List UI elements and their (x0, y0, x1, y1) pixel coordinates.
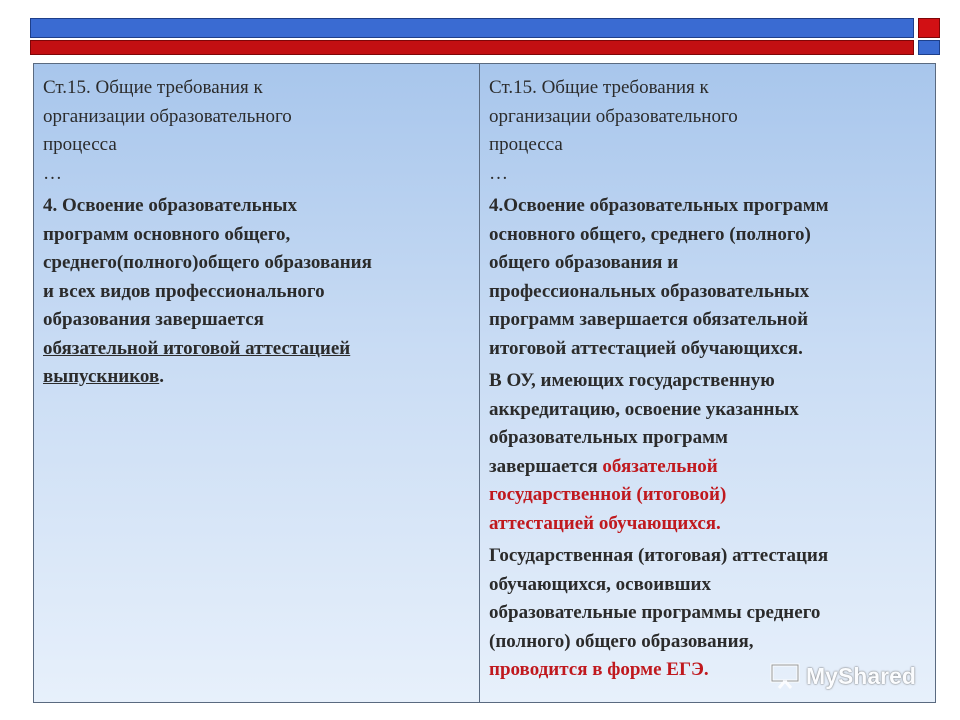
right-highlight-text: обязательной (602, 455, 718, 477)
right-text-line: 4.Освоение образовательных программ (489, 195, 829, 216)
right-paragraph-1 (489, 192, 925, 363)
right-text-line: В ОУ, имеющих государственную (489, 370, 775, 391)
right-highlight-line: аттестацией обучающихся. (489, 512, 721, 534)
right-column (480, 64, 935, 702)
right-text-line: основного общего, среднего (полного) (489, 223, 811, 245)
right-title (489, 74, 925, 160)
right-title-line: процесса (489, 134, 563, 155)
left-text-line: и всех видов профессионального (43, 280, 325, 302)
right-text-span: завершается (489, 455, 603, 477)
right-text-line: программ завершается обязательной (489, 309, 809, 330)
right-text-line: Государственная (итоговая) аттестация (489, 545, 829, 566)
left-text-line: 4. Освоение образовательных (43, 195, 297, 216)
left-text-line: образования завершается (43, 309, 264, 330)
right-highlight-line: проводится в форме ЕГЭ. (489, 659, 709, 680)
left-title (43, 74, 469, 160)
header-bar-red (30, 40, 914, 55)
right-text-line: профессиональных образовательных (489, 280, 810, 302)
right-title-line: организации образовательного (489, 105, 738, 127)
right-text-line: аккредитацию, освоение указанных (489, 398, 799, 420)
left-underlined-word: выпускников (43, 366, 160, 387)
watermark (770, 660, 916, 692)
header-square-red (918, 18, 940, 38)
left-underlined-line: обязательной итоговой аттестацией (43, 337, 351, 359)
right-text-line (489, 453, 925, 482)
comparison-table (33, 63, 936, 703)
header-bar-blue (30, 18, 914, 38)
right-text-line: (полного) общего образования, (489, 630, 754, 652)
left-ellipsis: … (43, 162, 62, 184)
right-text-line: обучающихся, освоивших (489, 573, 711, 595)
right-highlight-line: государственной (итоговой) (489, 484, 727, 505)
left-title-line: Ст.15. Общие требования к (43, 77, 263, 98)
right-title-line: Ст.15. Общие требования к (489, 77, 709, 98)
left-text-line: среднего(полного)общего образования (43, 252, 372, 273)
left-text-line (43, 363, 469, 392)
watermark-text: MyShared (806, 662, 916, 689)
left-text-line: программ основного общего, (43, 223, 291, 245)
header-square-blue (918, 40, 940, 55)
left-paragraph (43, 192, 469, 392)
left-period: . (159, 366, 164, 387)
right-text-line: образовательных программ (489, 427, 728, 448)
right-paragraph-2 (489, 367, 925, 538)
left-column (34, 64, 480, 702)
left-title-line: процесса (43, 134, 117, 155)
right-ellipsis: … (489, 162, 509, 184)
left-title-line: организации образовательного (43, 105, 292, 127)
right-text-line: образовательные программы среднего (489, 602, 821, 623)
right-text-line: итоговой аттестацией обучающихся. (489, 337, 803, 359)
presentation-icon (770, 663, 800, 689)
right-text-line: общего образования и (489, 252, 679, 273)
